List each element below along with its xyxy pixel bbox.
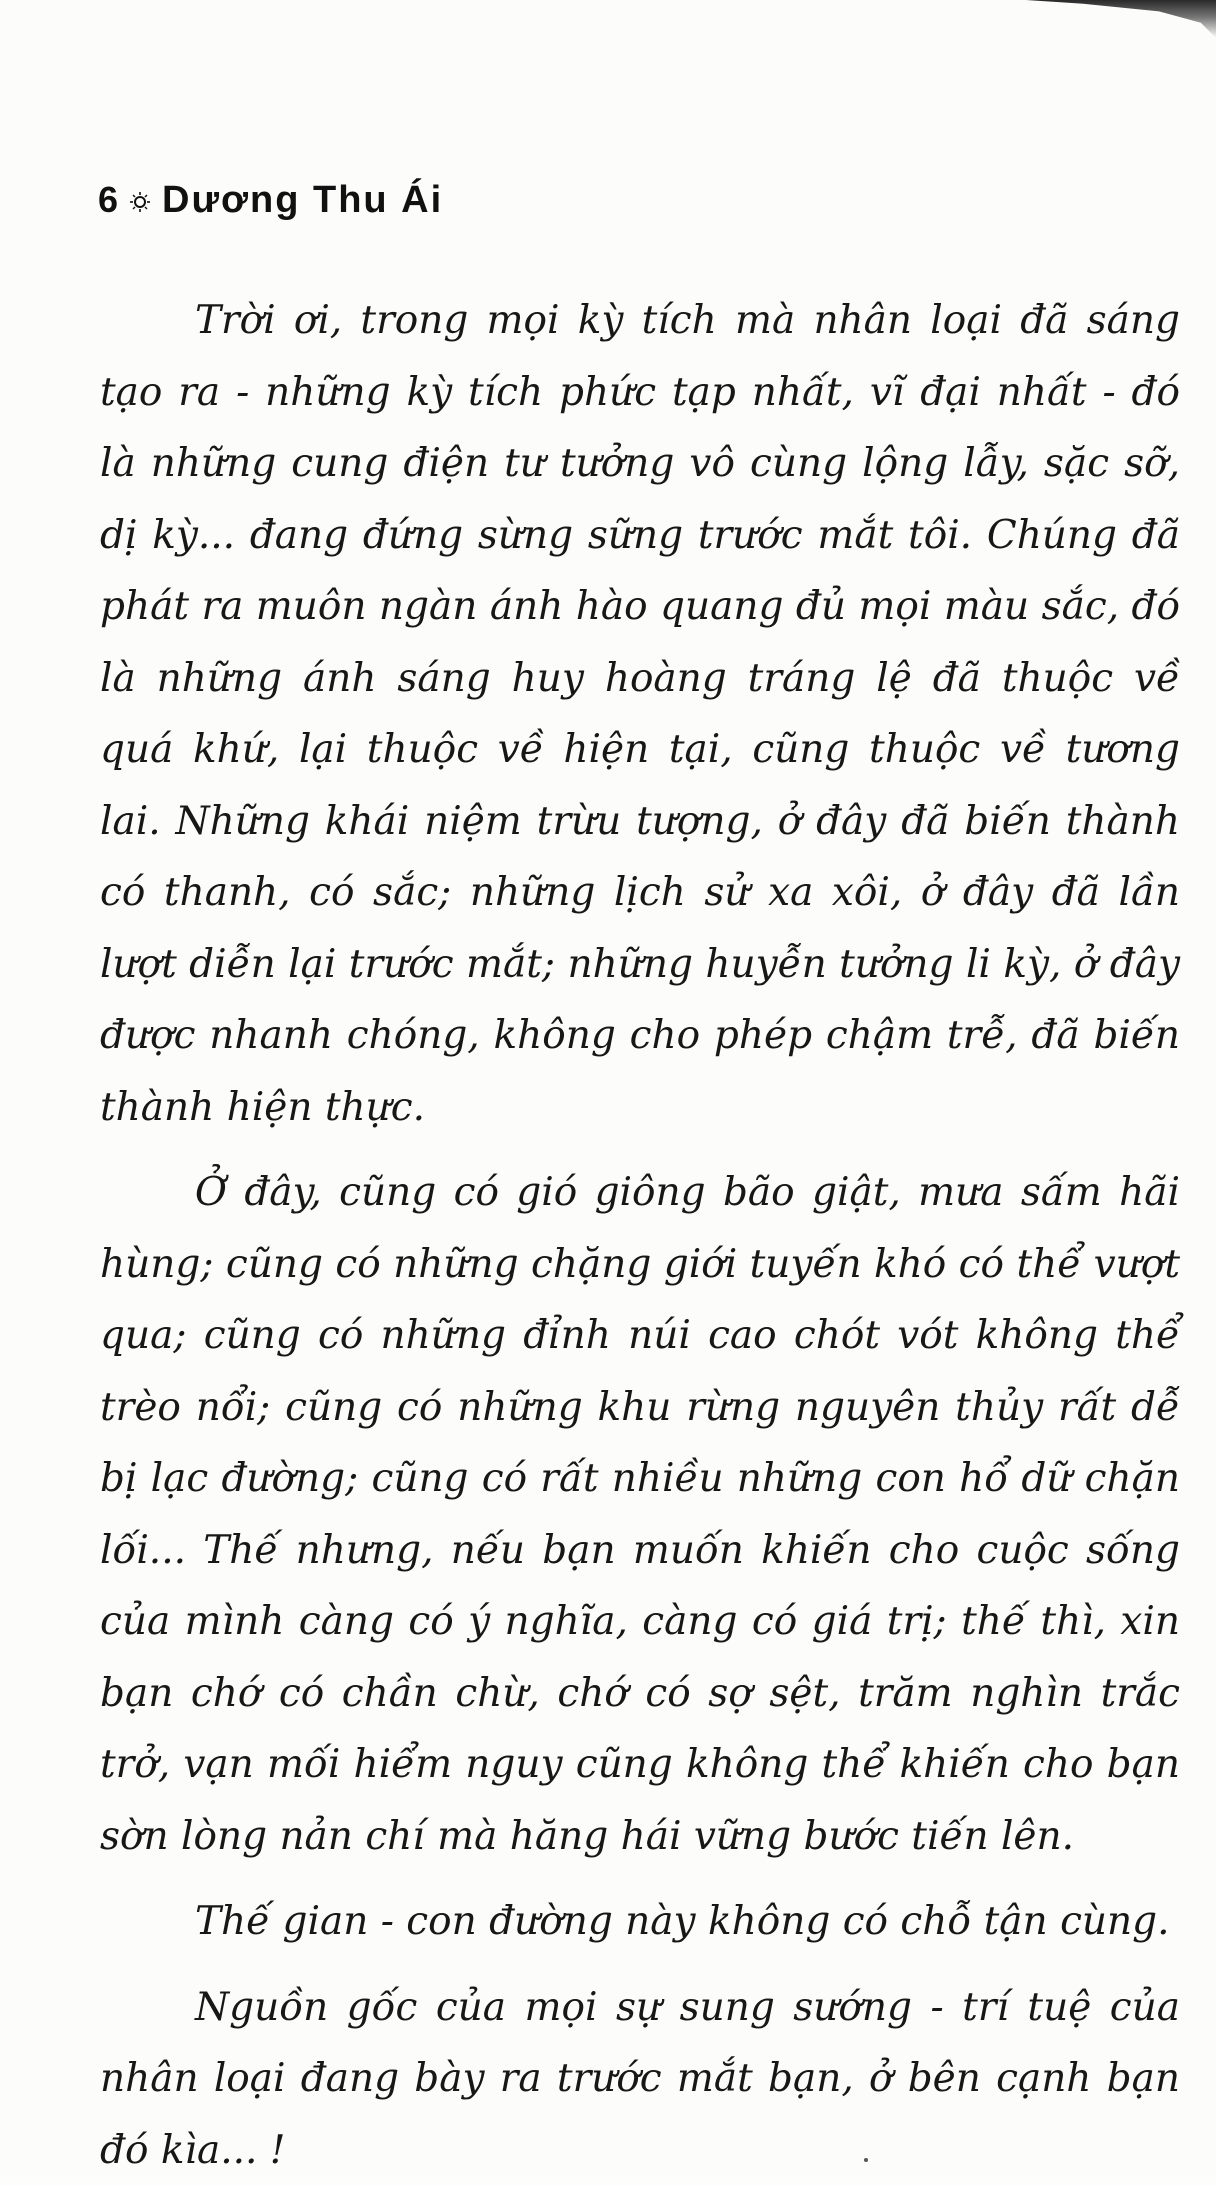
body-text: [100, 285, 1180, 2186]
running-head-author: Dương Thu Ái: [162, 179, 443, 222]
page-number: 6: [98, 179, 118, 221]
paragraph-3: Thế gian - con đường này không có chỗ tận cùng.: [100, 1886, 1180, 1958]
paragraph-1: Trời ơi, trong mọi kỳ tích mà nhân loại đã sáng tạo ra - những kỳ tích phức tạp nhất, vĩ đại nhất - đó là những cung điện tư tưởng vô cùng lộng lẫy, sặc sỡ, dị kỳ... đang đứng sừng sững trước mắt tôi. Chúng đã phát ra muôn ngàn ánh hào quang đủ mọi màu sắc, đó là những ánh sáng huy hoàng tráng lệ đã thuộc về quá khứ, lại thuộc về hiện tại, cũng thuộc về tương lai. Những khái niệm trừu tượng, ở đây đã biến thành có thanh, có sắc; những lịch sử xa xôi, ở đây đã lần lượt diễn lại trước mắt; những huyễn tưởng li kỳ, ở đây được nhanh chóng, không cho phép chậm trễ, đã biến thành hiện thực.: [100, 285, 1180, 1143]
paragraph-4: Nguồn gốc của mọi sự sung sướng - trí tuệ của nhân loại đang bày ra trước mắt bạn, ở bên cạnh bạn đó kìa... !: [100, 1972, 1180, 2186]
page-corner-shadow: [1026, 0, 1216, 38]
sun-ornament-icon: [130, 192, 150, 212]
paragraph-2: Ở đây, cũng có gió giông bão giật, mưa sấm hãi hùng; cũng có những chặng giới tuyến khó có thể vượt qua; cũng có những đỉnh núi cao chót vót không thể trèo nổi; cũng có những khu rừng nguyên thủy rất dễ bị lạc đường; cũng có rất nhiều những con hổ dữ chặn lối... Thế nhưng, nếu bạn muốn khiến cho cuộc sống của mình càng có ý nghĩa, càng có giá trị; thế thì, xin bạn chớ có chần chừ, chớ có sợ sệt, trăm nghìn trắc trở, vạn mối hiểm nguy cũng không thể khiến cho bạn sờn lòng nản chí mà hăng hái vững bước tiến lên.: [100, 1157, 1180, 1872]
running-head: [98, 174, 443, 226]
print-speck: [864, 2158, 868, 2162]
